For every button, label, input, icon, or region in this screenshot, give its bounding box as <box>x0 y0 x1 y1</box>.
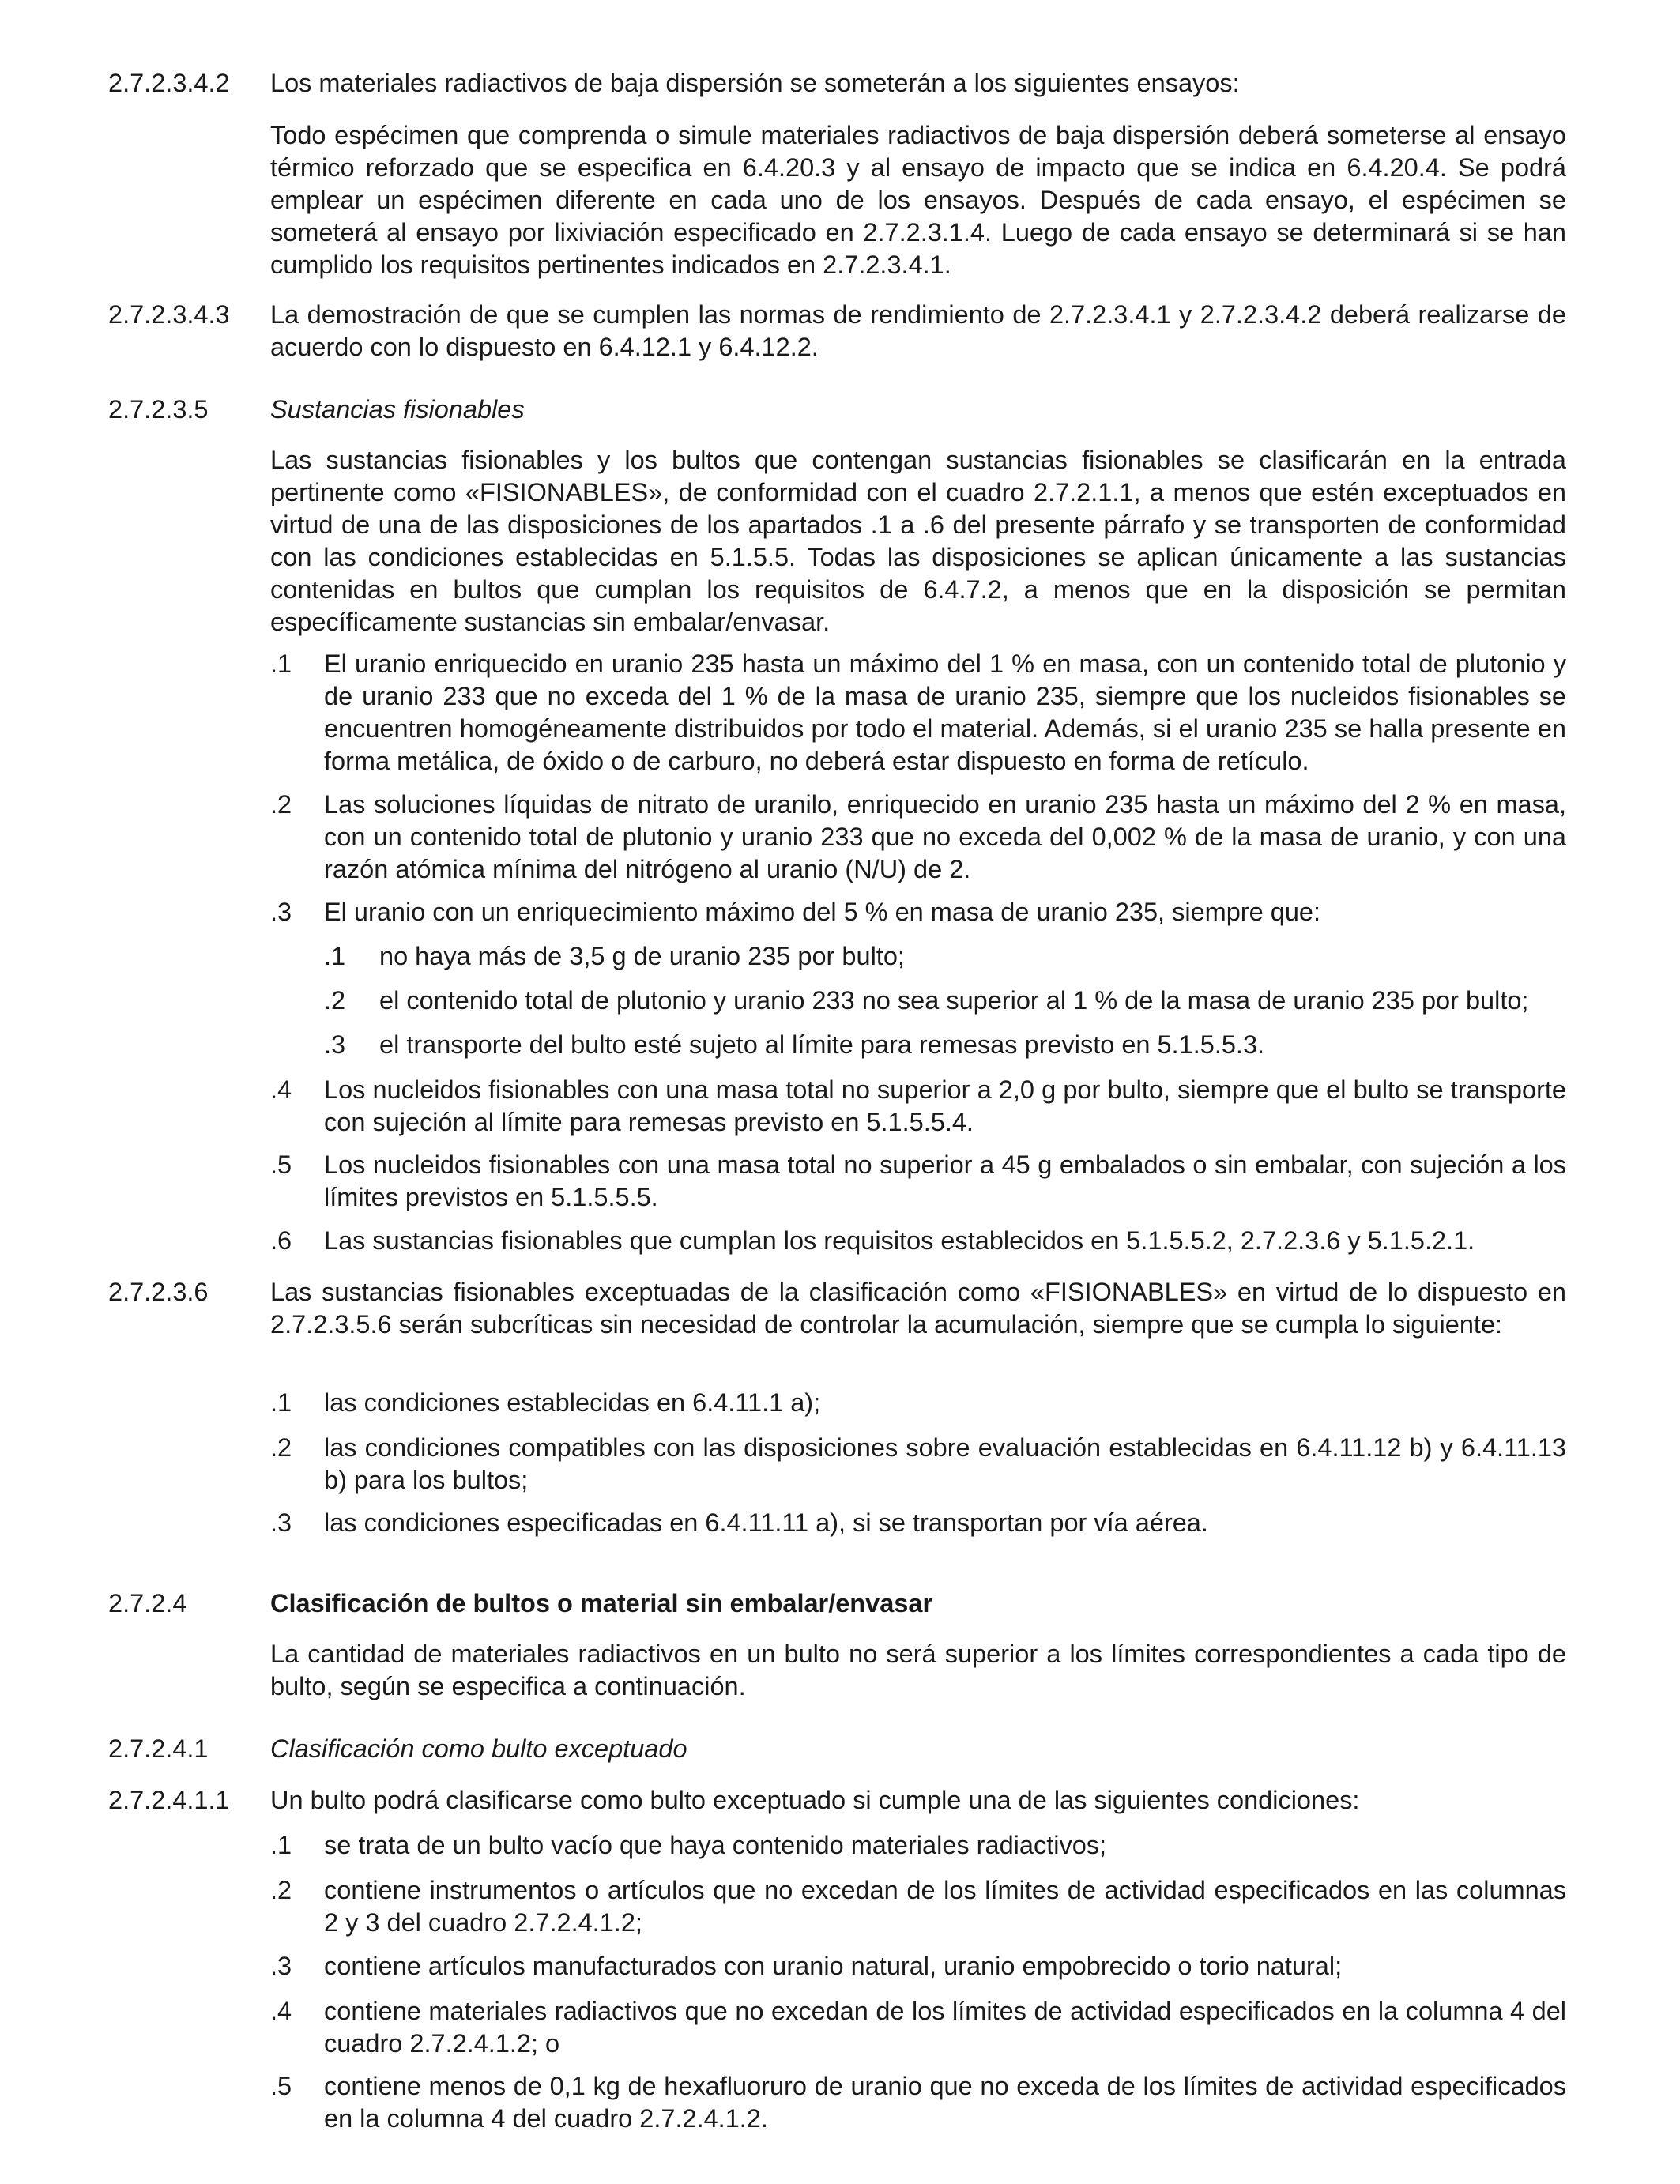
list-marker: .5 <box>270 1150 292 1179</box>
list-text: las condiciones compatibles con las disposiciones sobre evaluación establecidas en 6.4.11.12 b) y 6.4.11.13 b) para los bultos; <box>324 1433 1566 1494</box>
list-text: contiene menos de 0,1 kg de hexafluoruro de uranio que no exceda de los límites de actividad especificados en la columna 4 del cuadro 2.7.2.4.1.2. <box>324 2072 1566 2133</box>
list-text: las condiciones especificadas en 6.4.11.11 a), si se transportan por vía aérea. <box>324 1508 1208 1537</box>
section-number: 2.7.2.4.1.1 <box>108 1786 230 1814</box>
section-lead: Los materiales radiactivos de baja dispersión se someterán a los siguientes ensayos: <box>270 69 1240 97</box>
section-title: Clasificación como bulto exceptuado <box>270 1734 687 1763</box>
section-paragraph: La demostración de que se cumplen las normas de rendimiento de 2.7.2.3.4.1 y 2.7.2.3.4.2 deberá realizarse de acuerdo con lo dispuesto en 6.4.12.1 y 6.4.12.2. <box>270 300 1566 361</box>
list-text: El uranio enriquecido en uranio 235 hasta un máximo del 1 % en masa, con un contenido total de plutonio y de uranio 233 que no exceda del 1 % de la masa de uranio 235, siempre que los nucleidos fisionables se encuentren homogéneamente distribuidos por todo el material. Además, si el uranio 235 se halla presente en forma metálica, de óxido o de carburo, no deberá estar dispuesto en forma de retículo. <box>324 650 1566 775</box>
sub-list-marker: .3 <box>324 1030 346 1059</box>
list-marker: .2 <box>270 790 292 819</box>
section-title: Clasificación de bultos o material sin embalar/envasar <box>270 1589 933 1617</box>
section-title: Sustancias fisionables <box>270 395 525 424</box>
section-paragraph: La cantidad de materiales radiactivos en un bulto no será superior a los límites correspondientes a cada tipo de bulto, según se especifica a continuación. <box>270 1640 1566 1700</box>
section-number: 2.7.2.3.4.2 <box>108 69 230 97</box>
list-marker: .2 <box>270 1876 292 1904</box>
list-text: las condiciones establecidas en 6.4.11.1 a); <box>324 1388 821 1417</box>
list-text: Las soluciones líquidas de nitrato de uranilo, enriquecido en uranio 235 hasta un máximo del 2 % en masa, con un contenido total de plutonio y uranio 233 que no exceda del 0,002 % de la masa de uranio, y con una razón atómica mínima del nitrógeno al uranio (N/U) de 2. <box>324 790 1566 883</box>
list-text: contiene artículos manufacturados con uranio natural, uranio empobrecido o torio natural; <box>324 1952 1343 1980</box>
section-number: 2.7.2.3.6 <box>108 1278 209 1306</box>
sub-list-text: no haya más de 3,5 g de uranio 235 por bulto; <box>379 942 905 970</box>
section-number: 2.7.2.3.5 <box>108 395 209 424</box>
section-paragraph: Las sustancias fisionables exceptuadas de la clasificación como «FISIONABLES» en virtud de lo dispuesto en 2.7.2.3.5.6 serán subcríticas sin necesidad de controlar la acumulación, siempre que se cumpla lo siguiente: <box>270 1278 1566 1339</box>
sub-list-marker: .1 <box>324 942 346 970</box>
sub-list-marker: .2 <box>324 986 346 1015</box>
section-paragraph: Todo espécimen que comprenda o simule materiales radiactivos de baja dispersión deberá someterse al ensayo térmico reforzado que se especifica en 6.4.20.3 y al ensayo de impacto que se indica en 6.4.20.4. Se podrá emplear un espécimen diferente en cada uno de los ensayos. Después de cada ensayo, el espécimen se someterá al ensayo por lixiviación especificado en 2.7.2.3.1.4. Luego de cada ensayo se determinará si se han cumplido los requisitos pertinentes indicados en 2.7.2.3.4.1. <box>270 121 1566 279</box>
list-text: Los nucleidos fisionables con una masa total no superior a 45 g embalados o sin embalar, con sujeción a los límites previstos en 5.1.5.5.5. <box>324 1150 1566 1211</box>
list-marker: .5 <box>270 2072 292 2100</box>
section-lead: Un bulto podrá clasificarse como bulto exceptuado si cumple una de las siguientes condiciones: <box>270 1786 1360 1814</box>
sub-list-text: el transporte del bulto esté sujeto al límite para remesas previsto en 5.1.5.5.3. <box>379 1030 1265 1059</box>
list-marker: .1 <box>270 650 292 678</box>
section-paragraph: Las sustancias fisionables y los bultos que contengan sustancias fisionables se clasificarán en la entrada pertinente como «FISIONABLES», de conformidad con el cuadro 2.7.2.1.1, a menos que estén exceptuados en virtud de una de las disposiciones de los apartados .1 a .6 del presente párrafo y se transporten de conformidad con las condiciones establecidas en 5.1.5.5. Todas las disposiciones se aplican únicamente a las sustancias contenidas en bultos que cumplan los requisitos de 6.4.7.2, a menos que en la disposición se permitan específicamente sustancias sin embalar/envasar. <box>270 446 1566 636</box>
list-marker: .4 <box>270 1997 292 2025</box>
list-marker: .6 <box>270 1226 292 1255</box>
list-marker: .3 <box>270 1952 292 1980</box>
list-marker: .1 <box>270 1388 292 1417</box>
list-text: Las sustancias fisionables que cumplan los requisitos establecidos en 5.1.5.5.2, 2.7.2.3.6 y 5.1.5.2.1. <box>324 1226 1475 1255</box>
list-marker: .4 <box>270 1075 292 1104</box>
section-number: 2.7.2.3.4.3 <box>108 300 230 329</box>
list-marker: .3 <box>270 898 292 926</box>
list-text: contiene instrumentos o artículos que no excedan de los límites de actividad especificados en las columnas 2 y 3 del cuadro 2.7.2.4.1.2; <box>324 1876 1566 1937</box>
list-text: Los nucleidos fisionables con una masa total no superior a 2,0 g por bulto, siempre que el bulto se transporte con sujeción al límite para remesas previsto en 5.1.5.5.4. <box>324 1075 1566 1136</box>
list-text: se trata de un bulto vacío que haya contenido materiales radiactivos; <box>324 1831 1107 1859</box>
list-marker: .2 <box>270 1433 292 1462</box>
section-number: 2.7.2.4.1 <box>108 1734 209 1763</box>
list-text: El uranio con un enriquecimiento máximo del 5 % en masa de uranio 235, siempre que: <box>324 898 1320 926</box>
list-marker: .3 <box>270 1508 292 1537</box>
list-marker: .1 <box>270 1831 292 1859</box>
section-number: 2.7.2.4 <box>108 1589 187 1617</box>
sub-list-text: el contenido total de plutonio y uranio 233 no sea superior al 1 % de la masa de uranio 235 por bulto; <box>379 986 1529 1015</box>
list-text: contiene materiales radiactivos que no excedan de los límites de actividad especificados en la columna 4 del cuadro 2.7.2.4.1.2; o <box>324 1997 1566 2058</box>
